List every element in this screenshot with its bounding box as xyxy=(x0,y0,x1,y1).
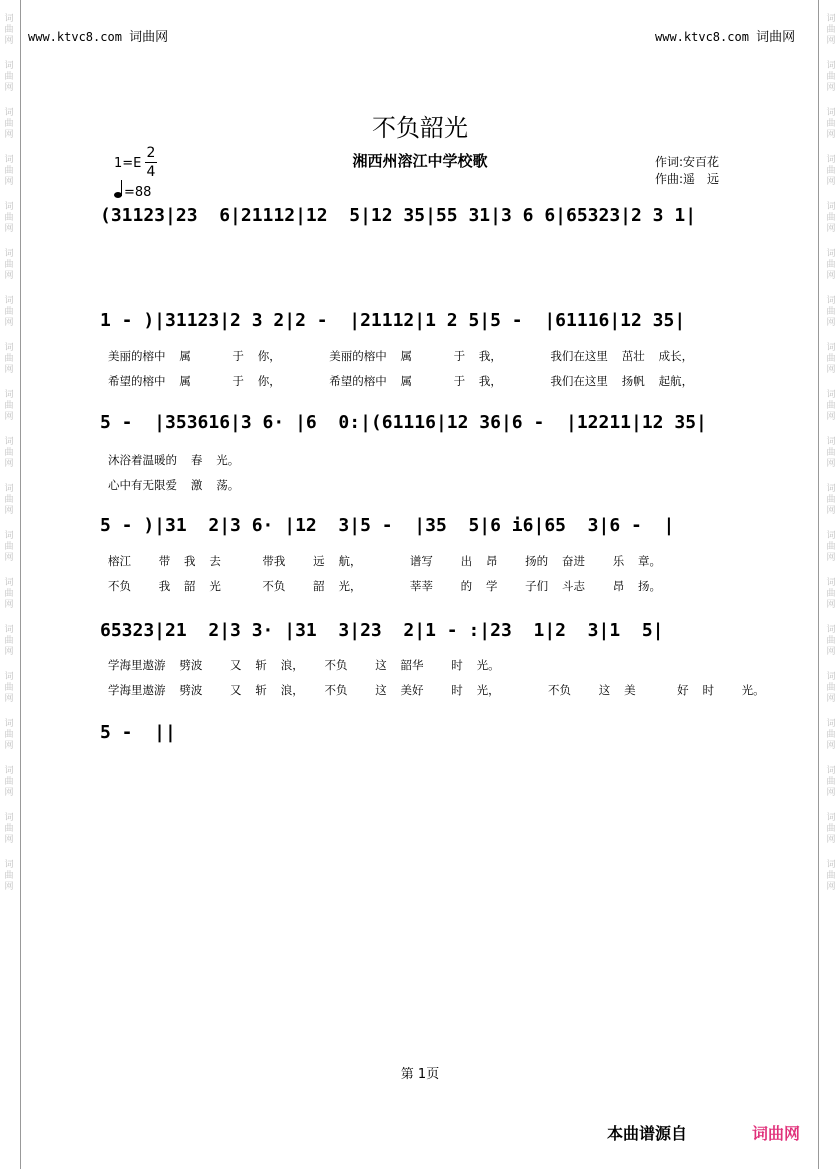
watermark-block: 词 曲 网 xyxy=(826,813,836,845)
watermark-block: 词 曲 网 xyxy=(4,249,14,281)
score-row-6: 5 - || xyxy=(100,722,176,743)
watermark-block: 词 曲 网 xyxy=(826,437,836,469)
watermark-block: 词 曲 网 xyxy=(4,14,14,46)
tempo-marking xyxy=(114,180,151,200)
watermark-block: 词 曲 网 xyxy=(826,390,836,422)
watermark-block: 词 曲 网 xyxy=(826,672,836,704)
watermark-block: 词 曲 网 xyxy=(826,531,836,563)
watermark-block: 词 曲 网 xyxy=(826,61,836,93)
footer-brand-link[interactable]: 词曲网 xyxy=(752,1124,801,1143)
watermark-block: 词 曲 网 xyxy=(4,437,14,469)
lyric-line-4: 心中有无限爱 激 荡。 xyxy=(108,478,240,492)
lyric-line-1: 美丽的榕中 属 于 你， 美丽的榕中 属 于 我， 我们在这里 茁壮 成长， xyxy=(108,349,694,363)
watermark-block: 词 曲 网 xyxy=(826,249,836,281)
watermark-block: 词 曲 网 xyxy=(826,766,836,798)
watermark-block: 词 曲 网 xyxy=(4,343,14,375)
watermark-block: 词 曲 网 xyxy=(826,860,836,892)
watermark-block: 词 曲 网 xyxy=(4,672,14,704)
watermark-block: 词 曲 网 xyxy=(4,719,14,751)
watermark-block: 词 曲 网 xyxy=(826,484,836,516)
watermark-block: 词 曲 网 xyxy=(826,578,836,610)
header-right-url[interactable]: www.ktvc8.com xyxy=(655,30,749,44)
watermark-block: 词 曲 网 xyxy=(4,202,14,234)
header-left-url[interactable]: www.ktvc8.com xyxy=(28,30,122,44)
watermark-block: 词 曲 网 xyxy=(4,766,14,798)
song-title: 不负韶光 xyxy=(372,114,468,142)
watermark-block: 词 曲 网 xyxy=(4,531,14,563)
watermark-block: 词 曲 网 xyxy=(4,813,14,845)
composer: 作曲:遥 远 xyxy=(655,172,720,186)
watermark-block: 词 曲 网 xyxy=(4,61,14,93)
watermark-block: 词 曲 网 xyxy=(4,625,14,657)
margin-line-right xyxy=(818,0,819,1169)
side-watermark-left xyxy=(2,0,16,1169)
page-number: 第 1页 xyxy=(400,1067,440,1082)
song-subtitle: 湘西州溶江中学校歌 xyxy=(352,152,488,170)
credits xyxy=(655,154,719,188)
time-signature xyxy=(145,146,157,179)
score-row-2: 1 - )|31123|2 3 2|2 - |21112|1 2 5|5 - |61116|12 35| xyxy=(100,310,686,331)
score-row-5: 65323|21 2|3 3· |31 3|23 2|1 - :|23 1|2 3|1 5| xyxy=(100,620,664,641)
watermark-block: 词 曲 网 xyxy=(4,108,14,140)
side-watermark-right xyxy=(824,0,838,1169)
lyric-line-5: 榕江 带 我 去 带我 远 航， 谱写 出 昂 扬的 奋进 乐 章。 xyxy=(108,554,662,568)
watermark-block: 词 曲 网 xyxy=(4,578,14,610)
watermark-block: 词 曲 网 xyxy=(826,14,836,46)
header-left xyxy=(28,26,168,45)
watermark-block: 词 曲 网 xyxy=(826,202,836,234)
score-row-4: 5 - )|31 2|3 6· |12 3|5 - |35 5|6 i6|65 3|6 - | xyxy=(100,515,675,536)
lyric-line-2: 希望的榕中 属 于 你， 希望的榕中 属 于 我， 我们在这里 扬帆 起航， xyxy=(108,374,694,388)
watermark-block: 词 曲 网 xyxy=(4,296,14,328)
watermark-block: 词 曲 网 xyxy=(826,155,836,187)
lyric-line-8: 学海里遨游 劈波 又 斩 浪， 不负 这 美好 时 光， 不负 这 美 好 时 光。 xyxy=(108,683,765,697)
watermark-block: 词 曲 网 xyxy=(4,860,14,892)
lyric-line-7: 学海里遨游 劈波 又 斩 浪， 不负 这 韶华 时 光。 xyxy=(108,658,500,672)
watermark-block: 词 曲 网 xyxy=(826,108,836,140)
watermark-block: 词 曲 网 xyxy=(826,625,836,657)
time-sig-bottom: 4 xyxy=(146,164,156,180)
watermark-block: 词 曲 网 xyxy=(4,390,14,422)
key-signature: 1=E xyxy=(114,156,142,171)
time-sig-top: 2 xyxy=(146,145,156,161)
header-right xyxy=(655,26,795,45)
footer-source-label: 本曲谱源自 xyxy=(607,1124,688,1143)
lyric-line-3: 沐浴着温暖的 春 光。 xyxy=(108,453,240,467)
lyricist: 作词:安百花 xyxy=(655,155,720,169)
score-row-3: 5 - |353616|3 6· |6 0:|(61116|12 36|6 - |12211|12 35| xyxy=(100,412,707,433)
tempo-value: =88 xyxy=(124,185,152,200)
lyric-line-6: 不负 我 韶 光 不负 韶 光， 莘莘 的 学 子们 斗志 昂 扬。 xyxy=(108,579,662,593)
header-right-site: 词曲网 xyxy=(756,30,796,45)
watermark-block: 词 曲 网 xyxy=(826,296,836,328)
watermark-block: 词 曲 网 xyxy=(826,343,836,375)
score-row-1: (31123|23 6|21112|12 5|12 35|55 31|3 6 6|65323|2 3 1| xyxy=(100,205,697,226)
watermark-block: 词 曲 网 xyxy=(4,484,14,516)
watermark-block: 词 曲 网 xyxy=(4,155,14,187)
margin-line-left xyxy=(20,0,21,1169)
header-left-site: 词曲网 xyxy=(129,30,169,45)
watermark-block: 词 曲 网 xyxy=(826,719,836,751)
quarter-note-icon xyxy=(114,192,122,198)
